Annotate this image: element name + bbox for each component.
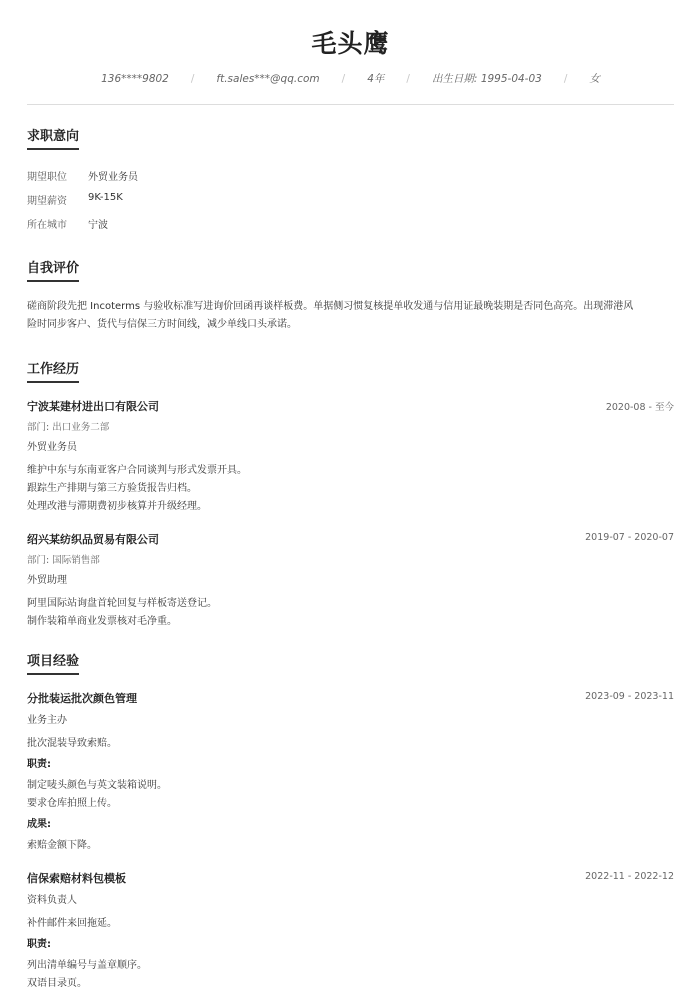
project-result: 索赔金额下降。 [27, 840, 97, 851]
work-line: 阿里国际站询盘首轮回复与样板寄送登记。 [27, 598, 217, 609]
kv-value: 宁波 [88, 220, 108, 231]
work-line: 处理改港与滞期费初步核算并升级经理。 [27, 501, 207, 512]
work-company: 绍兴某纺织品贸易有限公司 [27, 533, 159, 546]
project-name: 分批装运批次颜色管理 [27, 692, 137, 705]
project-date: 2022-11 - 2022-12 [585, 871, 674, 882]
project-duty: 制定唛头颜色与英文装箱说明。 [27, 780, 167, 791]
section-title-intention: 求职意向 [27, 129, 80, 144]
section-underline [27, 148, 79, 150]
project-role: 业务主办 [27, 715, 67, 726]
separator: / [563, 72, 568, 85]
work-role: 外贸业务员 [27, 442, 77, 453]
project-name: 信保索赔材料包模板 [27, 872, 126, 885]
project-duty: 要求仓库拍照上传。 [27, 798, 117, 809]
section-underline [27, 280, 79, 282]
project-duty-label: 职责: [27, 759, 51, 770]
separator: / [341, 72, 346, 85]
section-underline [27, 381, 79, 383]
section-title-work: 工作经历 [27, 362, 80, 377]
header-divider [27, 104, 674, 105]
kv-label: 所在城市 [27, 220, 67, 231]
self-eval-line: 磋商阶段先把 Incoterms 与验收标准写进询价回函再谈样板费。单据侧习惯复核提单收发通与信用证最晚装期是否同色高亮。出现滞港风 [27, 301, 634, 312]
project-result-label: 成果: [27, 819, 51, 830]
self-eval-text [27, 298, 674, 334]
intention-row-position [27, 168, 138, 183]
section-underline [27, 673, 79, 675]
work-line: 制作装箱单商业发票核对毛净重。 [27, 616, 177, 627]
work-line: 跟踪生产排期与第三方验货报告归档。 [27, 483, 197, 494]
project-summary: 批次混装导致索赔。 [27, 738, 117, 749]
work-date: 2019-07 - 2020-07 [585, 532, 674, 543]
work-department: 部门: 国际销售部 [27, 555, 100, 566]
separator: / [406, 72, 410, 85]
project-duty: 双语目录页。 [27, 978, 87, 989]
section-title-projects: 项目经验 [27, 654, 80, 669]
separator: / [190, 72, 195, 85]
contact-bar [27, 71, 674, 86]
email-address: ft.sales***@qq.com [216, 72, 320, 85]
section-title-self-eval: 自我评价 [27, 261, 80, 276]
self-eval-line: 险时同步客户、货代与信保三方时间线，减少单线口头承诺。 [27, 319, 297, 330]
intention-row-salary [27, 192, 123, 207]
work-role: 外贸助理 [27, 575, 67, 586]
project-date: 2023-09 - 2023-11 [585, 691, 674, 702]
kv-label: 期望职位 [27, 172, 67, 183]
work-line: 维护中东与东南亚客户合同谈判与形式发票开具。 [27, 465, 247, 476]
work-company: 宁波某建材进出口有限公司 [27, 400, 159, 413]
work-years: 4年 [367, 73, 385, 85]
kv-label: 期望薪资 [27, 196, 67, 207]
kv-value: 外贸业务员 [88, 172, 138, 183]
work-date: 2020-08 - 至今 [605, 402, 674, 413]
project-summary: 补件邮件来回拖延。 [27, 918, 117, 929]
project-role: 资料负责人 [27, 895, 77, 906]
phone-number: 136****9802 [101, 72, 169, 85]
gender: 女 [589, 73, 600, 85]
project-duty: 列出清单编号与盖章顺序。 [27, 960, 147, 971]
intention-row-city [27, 216, 108, 231]
birth-date: 出生日期: 1995-04-03 [431, 73, 542, 85]
work-department: 部门: 出口业务二部 [27, 422, 110, 433]
candidate-name: 毛头鹰 [311, 29, 390, 58]
kv-value: 9K-15K [88, 192, 123, 203]
project-duty-label: 职责: [27, 939, 51, 950]
